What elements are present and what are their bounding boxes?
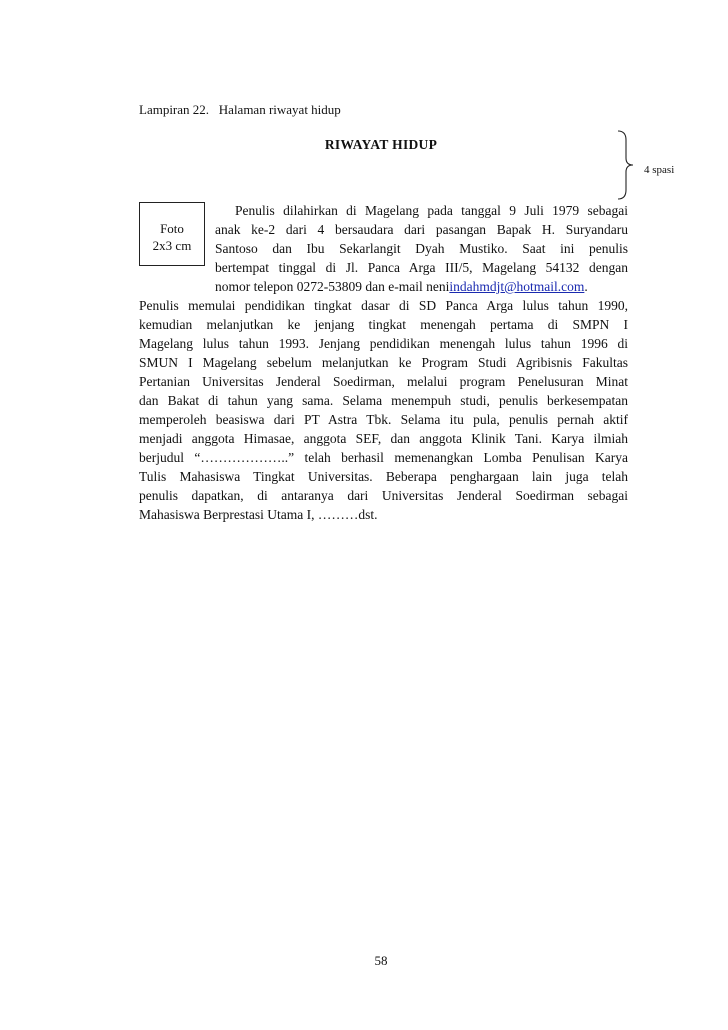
contact-end: . [584, 279, 588, 294]
body-line: dan Bakat di tahun yang sama. Selama menempuh studi, penulis berkesempatan [139, 393, 628, 408]
email-link[interactable]: indahmdjt@hotmail.com [449, 279, 585, 294]
intro-line: Santoso dan Ibu Sekarlangit Dyah Mustiko. Saat ini penulis [215, 241, 628, 256]
body-line: berjudul “………………..” telah berhasil memenangkan Lomba Penulisan Karya [139, 450, 628, 465]
photo-placeholder [139, 202, 205, 266]
intro-line: Penulis dilahirkan di Magelang pada tanggal 9 Juli 1979 sebagai [235, 203, 628, 218]
curly-brace-icon [616, 130, 638, 200]
body-line: Pertanian Universitas Jenderal Soedirman, melalui program Penelusuran Minat [139, 374, 628, 389]
body-line: Penulis memulai pendidikan tingkat dasar di SD Panca Arga lulus tahun 1990, [139, 298, 628, 313]
intro-line: bertempat tinggal di Jl. Panca Arga III/5, Magelang 54132 dengan [215, 260, 628, 275]
contact-line [215, 279, 588, 295]
body-line: Tulis Mahasiswa Tingkat Universitas. Beberapa penghargaan lain juga telah [139, 469, 628, 484]
photo-label: Foto [160, 221, 184, 236]
appendix-caption: Lampiran 22. Halaman riwayat hidup [139, 102, 341, 117]
body-last-line: Mahasiswa Berprestasi Utama I, ………dst. [139, 507, 378, 522]
body-line: menjadi anggota Himasae, anggota SEF, dan anggota Klinik Tani. Karya ilmiah [139, 431, 628, 446]
spacing-note: 4 spasi [644, 164, 675, 176]
body-line: Magelang lulus tahun 1993. Jenjang pendidikan menengah lulus tahun 1996 di [139, 336, 628, 351]
page-title: RIWAYAT HIDUP [324, 137, 438, 152]
intro-line: anak ke-2 dari 4 bersaudara dari pasangan Bapak H. Suryandaru [215, 222, 628, 237]
contact-text: nomor telepon 0272-53809 dan e-mail neni [215, 279, 450, 294]
body-line: memperoleh beasiswa dari PT Astra Tbk. Selama itu pula, penulis pernah aktif [139, 412, 628, 427]
body-line: penulis dapatkan, di antaranya dari Universitas Jenderal Soedirman sebagai [139, 488, 628, 503]
body-line: kemudian melanjutkan ke jenjang tingkat menengah pertama di SMPN I [139, 317, 628, 332]
page-number: 58 [374, 953, 388, 968]
body-line: SMUN I Magelang sebelum melanjutkan ke Program Studi Agribisnis Fakultas [139, 355, 628, 370]
photo-size: 2x3 cm [152, 238, 192, 253]
